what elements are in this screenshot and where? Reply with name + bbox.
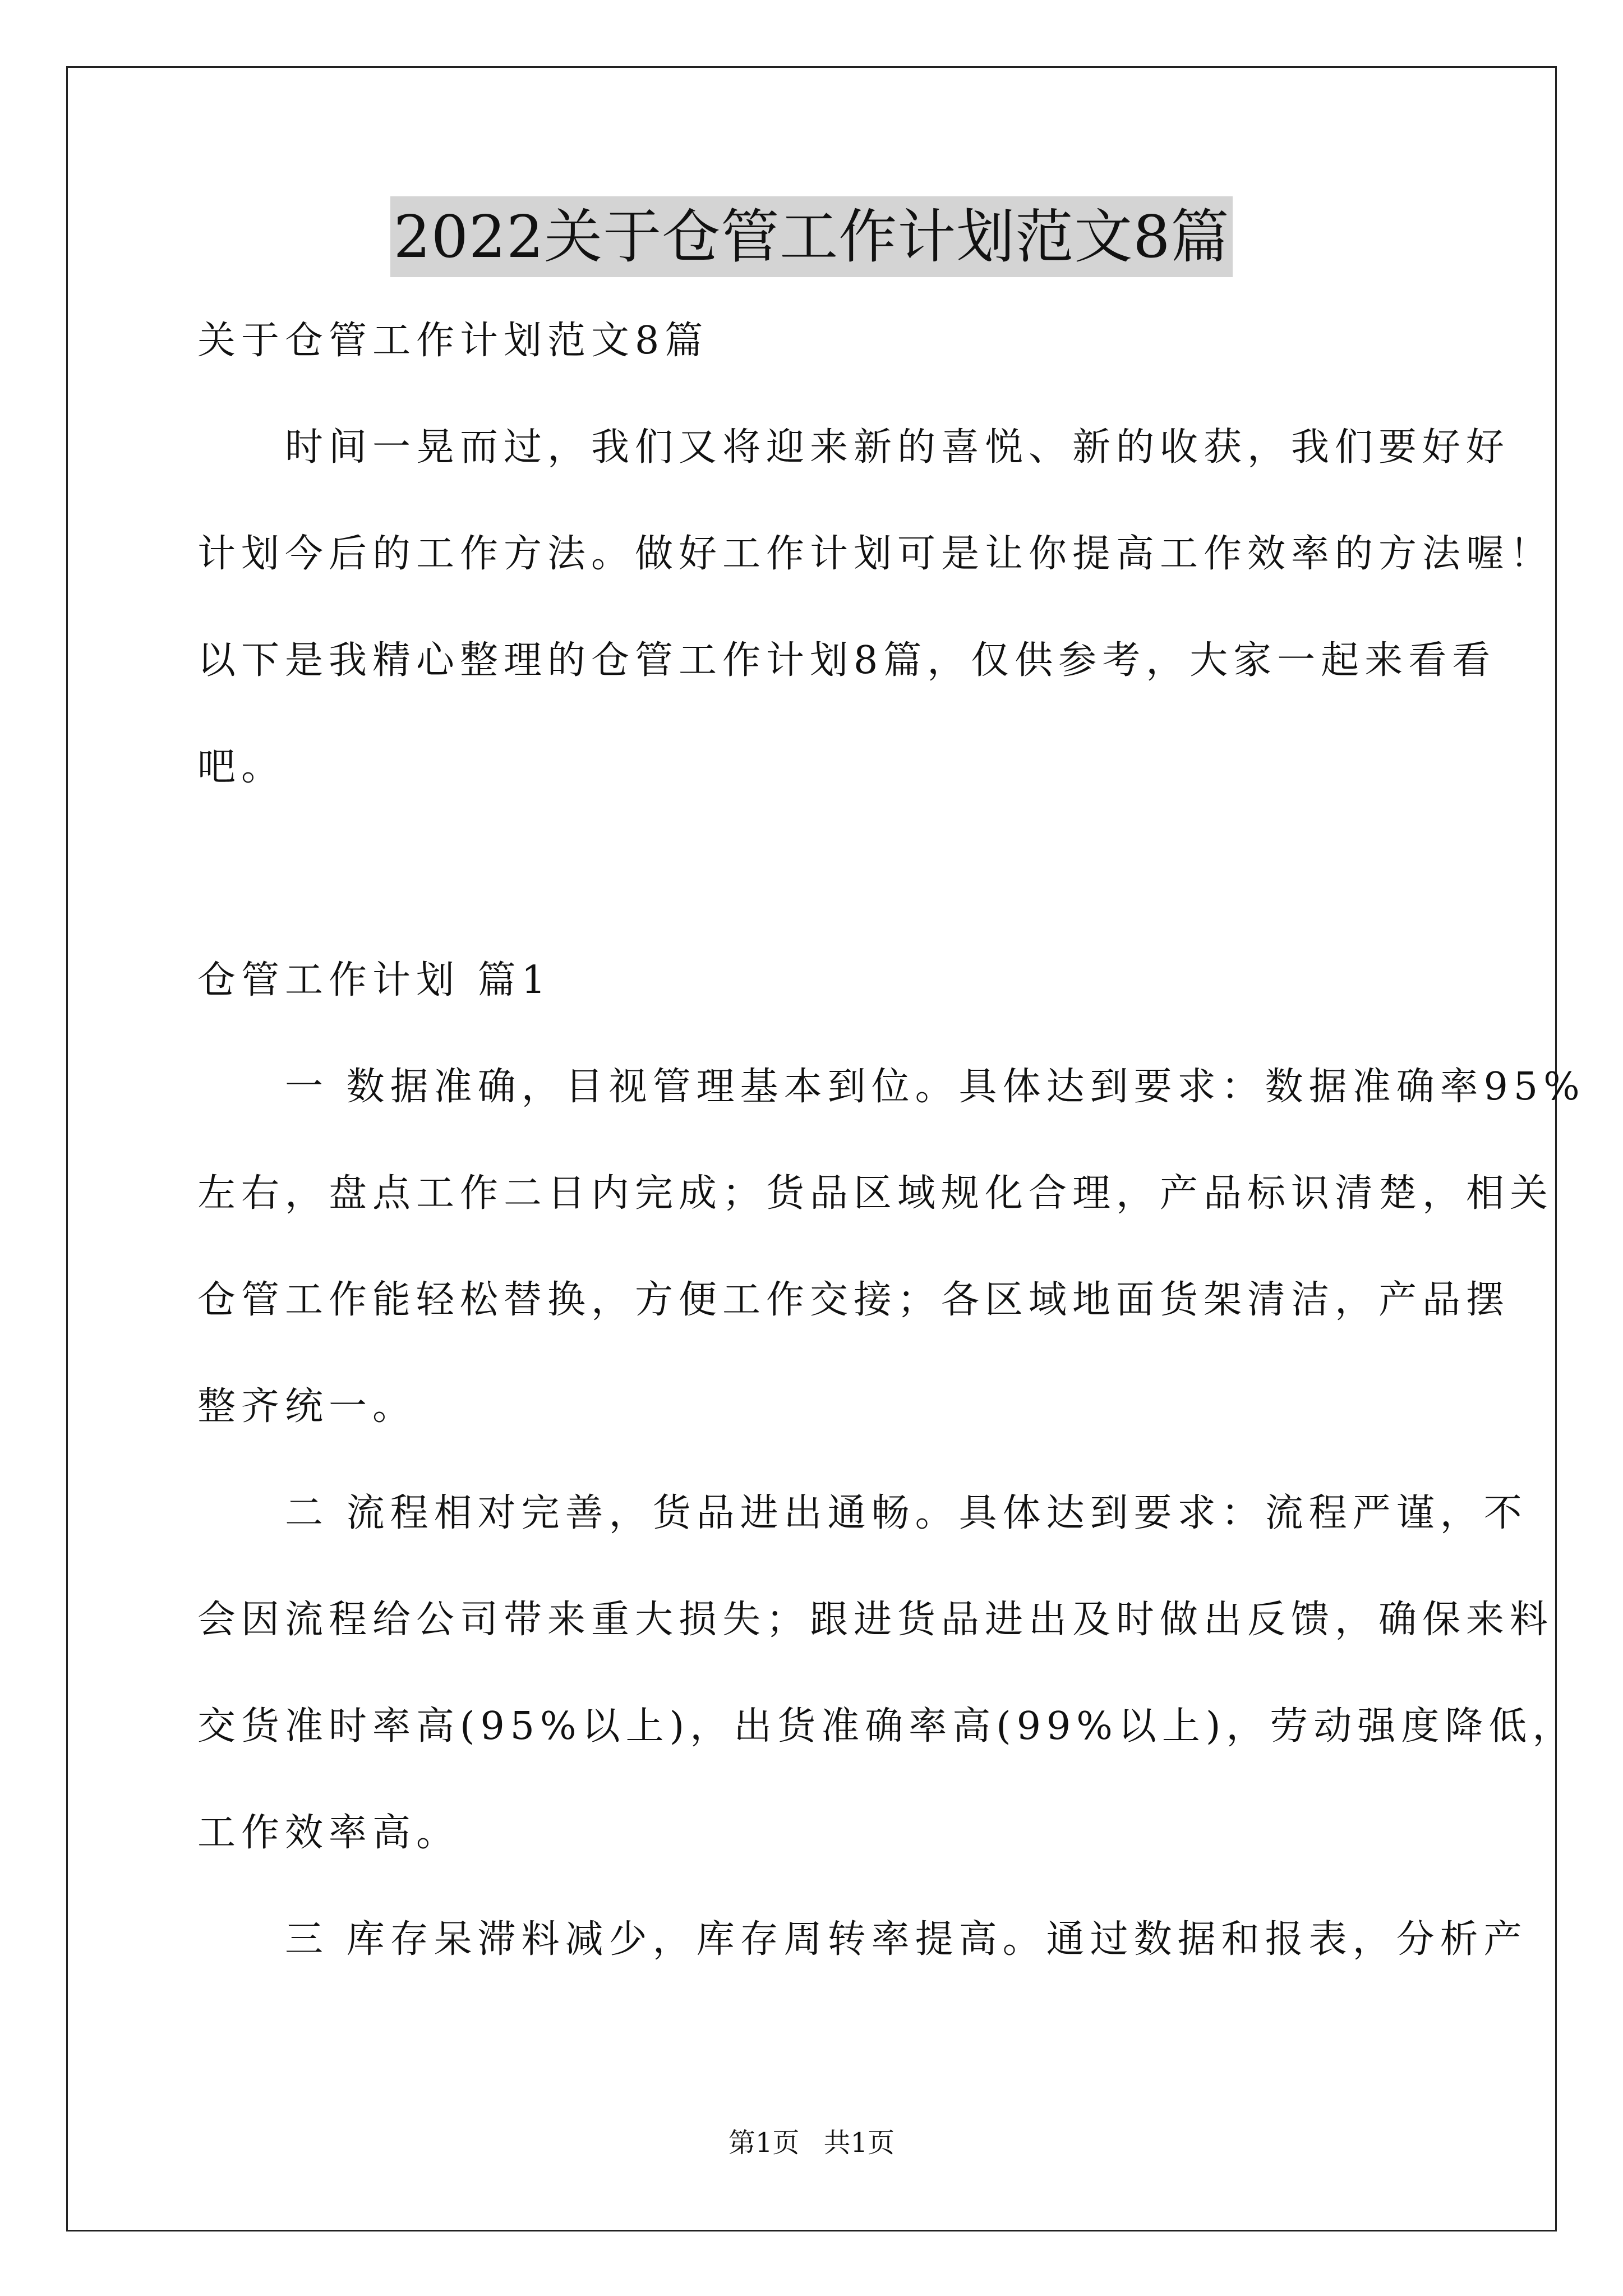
page-number-current: 第1页 bbox=[728, 2127, 800, 2159]
document-title: 2022关于仓管工作计划范文8篇 bbox=[390, 196, 1233, 277]
paragraph-line: 工作效率高。 bbox=[197, 1811, 460, 1855]
title-wrap bbox=[0, 196, 1623, 277]
document-subtitle: 关于仓管工作计划范文8篇 bbox=[197, 319, 709, 363]
intro-line: 以下是我精心整理的仓管工作计划8篇，仅供参考，大家一起来看看 bbox=[197, 638, 1496, 683]
section-heading: 仓管工作计划 篇1 bbox=[197, 958, 551, 1002]
page-footer bbox=[0, 2126, 1623, 2160]
intro-line: 计划今后的工作方法。做好工作计划可是让你提高工作效率的方法喔！ bbox=[197, 532, 1554, 576]
page-number-total: 共1页 bbox=[823, 2127, 895, 2159]
intro-line: 时间一晃而过，我们又将迎来新的喜悦、新的收获，我们要好好 bbox=[197, 425, 1510, 470]
paragraph-line: 交货准时率高(95%以上)，出货准确率高(99%以上)，劳动强度降低， bbox=[197, 1704, 1576, 1749]
intro-line: 吧。 bbox=[197, 745, 285, 789]
document-body bbox=[197, 314, 1585, 1966]
paragraph-line: 三 库存呆滞料减少，库存周转率提高。通过数据和报表，分析产 bbox=[197, 1917, 1528, 1962]
paragraph-line: 一 数据准确，目视管理基本到位。具体达到要求：数据准确率95% bbox=[197, 1065, 1585, 1109]
paragraph-line: 二 流程相对完善，货品进出通畅。具体达到要求：流程严谨，不 bbox=[197, 1491, 1528, 1535]
paragraph-line: 左右，盘点工作二日内完成；货品区域规化合理，产品标识清楚，相关 bbox=[197, 1171, 1554, 1216]
paragraph-line: 整齐统一。 bbox=[197, 1384, 417, 1429]
paragraph-line: 仓管工作能轻松替换，方便工作交接；各区域地面货架清洁，产品摆 bbox=[197, 1278, 1510, 1322]
paragraph-line: 会因流程给公司带来重大损失；跟进货品进出及时做出反馈，确保来料 bbox=[197, 1598, 1554, 1642]
